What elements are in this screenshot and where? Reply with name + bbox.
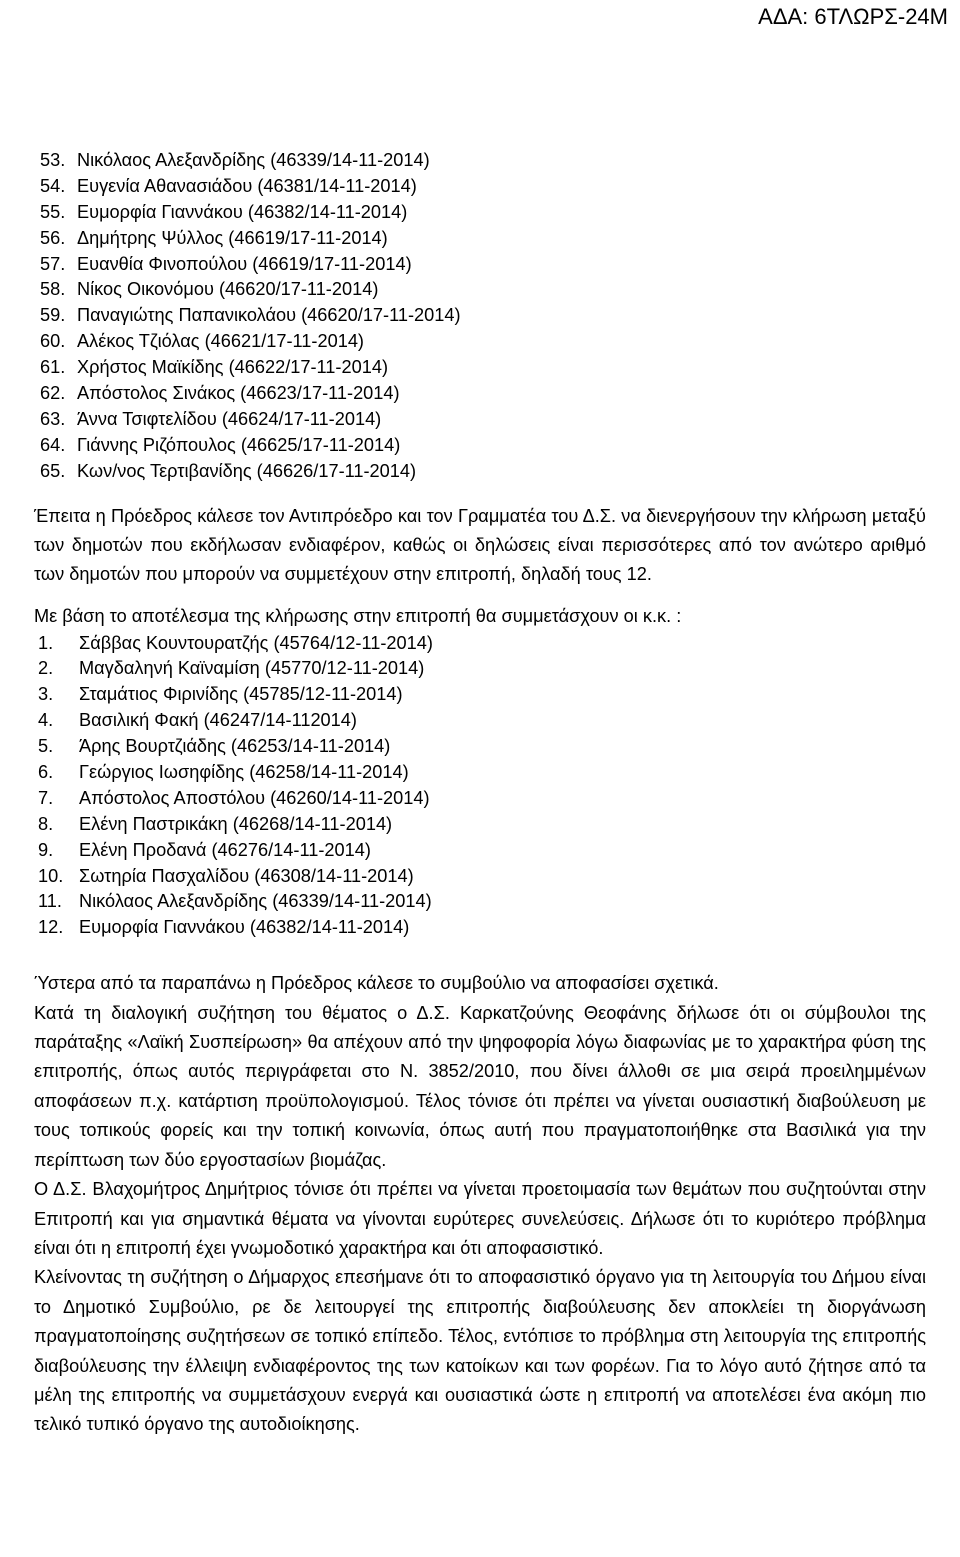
- list-item: 57. Ευανθία Φινοπούλου (46619/17-11-2014): [40, 253, 412, 274]
- list-item: 6. Γεώργιος Ιωσηφίδης (46258/14-11-2014): [38, 762, 409, 783]
- list-item: 12. Ευμορφία Γιαννάκου (46382/14-11-2014): [38, 917, 410, 938]
- discussion-section: [34, 969, 926, 1440]
- list-item: 11. Νικόλαος Αλεξανδρίδης (46339/14-11-2014): [38, 891, 432, 912]
- list-item: 53. Νικόλαος Αλεξανδρίδης (46339/14-11-2014): [40, 150, 430, 170]
- list-item: 4. Βασιλική Φακή (46247/14-112014): [38, 710, 357, 731]
- list-item: 9. Ελένη Προδανά (46276/14-11-2014): [38, 839, 371, 860]
- list-item: 7. Απόστολος Αποστόλου (46260/14-11-2014): [38, 787, 430, 808]
- list-item: 8. Ελένη Παστρικάκη (46268/14-11-2014): [38, 813, 393, 834]
- list-item: 2. Μαγδαληνή Καϊναμίση (45770/12-11-2014): [38, 658, 425, 679]
- paragraph-lottery-result: Με βάση το αποτέλεσμα της κλήρωσης στην επιτροπή θα συμμετάσχουν οι κ.κ. :: [34, 605, 682, 626]
- list-item: 64. Γιάννης Ριζόπουλος (46625/17-11-2014): [40, 434, 401, 455]
- selected-members-list: [34, 631, 926, 942]
- paragraph-mayor: Κλείνοντας τη συζήτηση ο Δήμαρχος επεσήμανε ότι το αποφασιστικό όργανο για τη λειτουργία του Δήμου είναι το Δημοτικό Συμβούλιο, ρε δε λειτουργεί της επιτροπής διαβούλευσης δεν αποκλείει τη διοργάνωση πραγματοποίησης συζητήσεων σε τοπικό επίπεδο. Τέλος, εντόπισε το πρόβλημα στη λειτουργία της επιτροπής διαβούλευσης την έλλειψη ενδιαφέροντος της των κατοίκων και των φορέων. Για το λόγο αυτό ζήτησε από τα μέλη της επιτροπής να συμμετάσχουν ενεργά και ουσιαστικά ώστε η επιτροπή να αποτελέσει ένα ακόμη πιο τελικό τυπικό όργανο της αυτοδιοίκησης.: [34, 1267, 926, 1435]
- list-item: 61. Χρήστος Μαϊκίδης (46622/17-11-2014): [40, 357, 388, 378]
- paragraph-karkatzounis: Κατά τη διαλογική συζήτηση του θέματος ο Δ.Σ. Καρκατζούνης Θεοφάνης δήλωσε ότι οι σύμβουλοι της παράταξης «Λαϊκή Συσπείρωση» θα απέχουν από την ψηφοφορία λόγω διαφωνίας με το χαρακτήρα φύση της επιτροπής, όπως αυτός περιγράφεται στο Ν. 3852/2010, που δίνει άλλοθι σε μια σειρά προειλημμένων αποφάσεων π.χ. κατάρτιση προϋπολογισμού. Τέλος τόνισε ότι πρέπει να γίνεται ουσιαστική διαβούλευση με τους τοπικούς φορείς και την τοπική κοινωνία, όπως αυτή που πραγματοποιήθηκε στα Βασιλικά για την περίπτωση των δύο εργοστασίων βιομάζας.: [34, 1002, 926, 1170]
- list-item: 62. Απόστολος Σινάκος (46623/17-11-2014): [40, 383, 400, 404]
- list-item: 59. Παναγιώτης Παπανικολάου (46620/17-11-2014): [40, 305, 461, 326]
- paragraph-vlachomitros: Ο Δ.Σ. Βλαχομήτρος Δημήτριος τόνισε ότι πρέπει να γίνεται προετοιμασία των θεμάτων που συζητούνται στην Επιτροπή και για σημαντικά θέματα να γίνονται ευρύτερες συνελεύσεις. Δήλωσε ότι το κυριότερο πρόβλημα είναι ότι η επιτροπή έχει γνωμοδοτικό χαρακτήρα και ότι αποφασιστικό.: [34, 1179, 926, 1258]
- list-item: 3. Σταμάτιος Φιρινίδης (45785/12-11-2014): [38, 684, 403, 705]
- list-item: 10. Σωτηρία Πασχαλίδου (46308/14-11-2014): [38, 865, 414, 886]
- list-item: 60. Αλέκος Τζιόλας (46621/17-11-2014): [40, 331, 364, 352]
- list-item: 58. Νίκος Οικονόμου (46620/17-11-2014): [40, 279, 379, 300]
- document-ada-id: ΑΔΑ: 6ΤΛΩΡΣ-24Μ: [758, 4, 948, 29]
- list-item: 56. Δημήτρης Ψύλλος (46619/17-11-2014): [40, 227, 388, 248]
- list-item: 54. Ευγενία Αθανασιάδου (46381/14-11-2014): [40, 175, 417, 196]
- list-item: 55. Ευμορφία Γιαννάκου (46382/14-11-2014): [40, 201, 408, 222]
- applicants-list-continued: [34, 148, 926, 485]
- list-item: 5. Άρης Βουρτζιάδης (46253/14-11-2014): [38, 736, 391, 757]
- list-item: 1. Σάββας Κουντουρατζής (45764/12-11-2014): [38, 632, 433, 653]
- list-item: 63. Άννα Τσιφτελίδου (46624/17-11-2014): [40, 408, 382, 429]
- paragraph-lottery-intro: Έπειτα η Πρόεδρος κάλεσε τον Αντιπρόεδρο και τον Γραμματέα του Δ.Σ. να διενεργήσουν την κλήρωση μεταξύ των δημοτών που εκδήλωσαν ενδιαφέρον, καθώς οι δηλώσεις είναι περισσότερες από τον ανώτερο αριθμό των δημοτών που μπορούν να συμμετέχουν στην επιτροπή, δηλαδή τους 12.: [34, 505, 926, 584]
- list-item: 65. Κων/νος Τερτιβανίδης (46626/17-11-2014): [40, 460, 417, 481]
- paragraph-council-call: Ύστερα από τα παραπάνω η Πρόεδρος κάλεσε το συμβούλιο να αποφασίσει σχετικά.: [34, 973, 719, 994]
- document-body: [34, 148, 926, 1440]
